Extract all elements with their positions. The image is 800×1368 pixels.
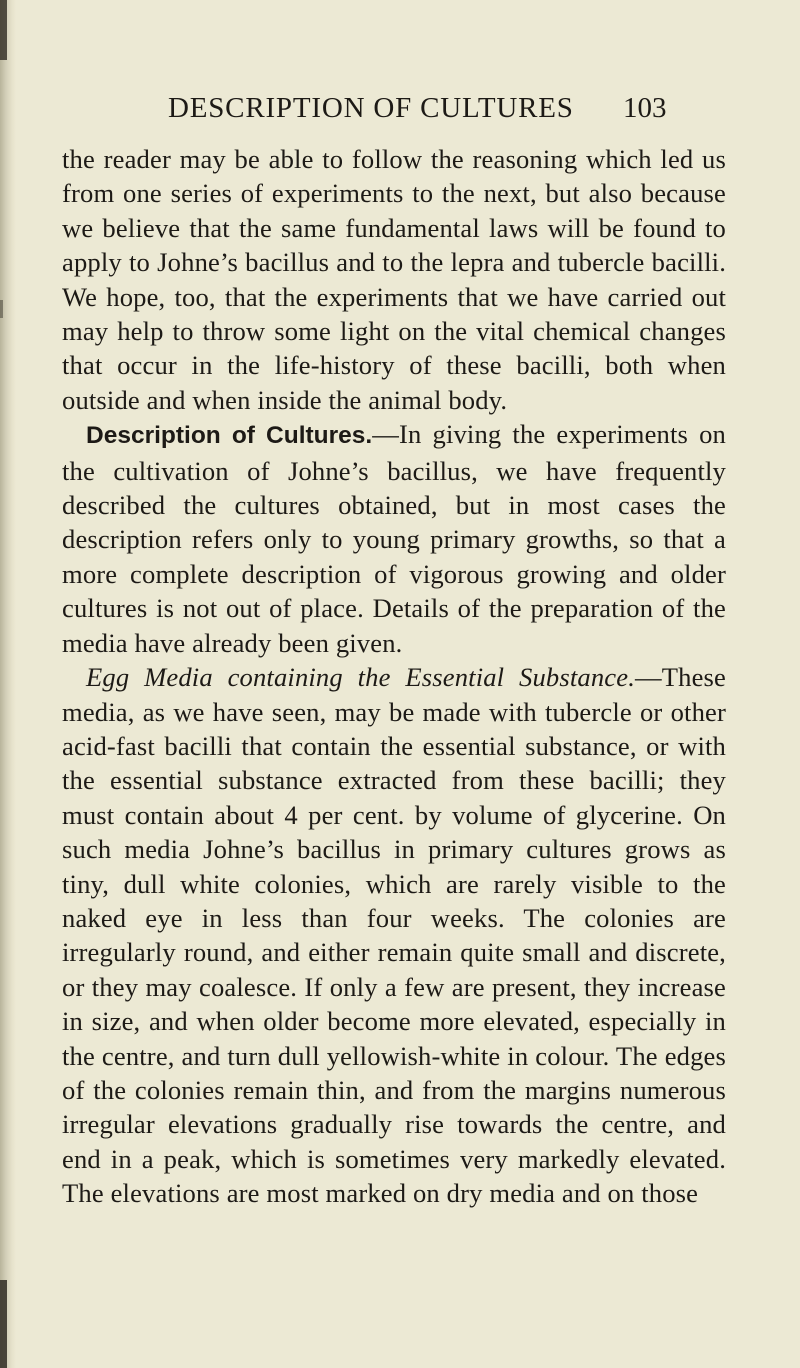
page-number: 103 — [623, 92, 667, 124]
binding-mark — [0, 1280, 7, 1368]
paragraph — [62, 417, 726, 660]
paragraph-text: —In giving the experiments on the cultivation of Johne’s bacillus, we have frequently described the cultures obtained, but in most cases the description refers only to young primary growths, so that a more complete description of vigorous growing and older cultures is not out of place. Details of the preparation of the media have already been given. — [62, 419, 726, 658]
binding-gutter — [0, 0, 16, 1368]
paragraph-text: the reader may be able to follow the reasoning which led us from one series of experiments to the next, but also because we believe that the same fundamental laws will be found to apply to Johne’s bacillus and to the lepra and tubercle bacilli. We hope, too, that the experiments that we have carried out may help to throw some light on the vital chemical changes that occur in the life-history of these bacilli, both when outside and when inside the animal body. — [62, 144, 726, 415]
running-head: DESCRIPTION OF CULTURES — [168, 92, 574, 124]
paragraph — [62, 142, 726, 417]
body-text — [62, 142, 726, 1211]
page-header — [0, 92, 800, 132]
paragraph — [62, 660, 726, 1211]
binding-mark — [0, 300, 3, 318]
subsection-heading: Egg Media containing the Essential Substance. — [86, 662, 635, 693]
binding-mark — [0, 0, 7, 60]
paragraph-text: —These media, as we have seen, may be made with tubercle or other acid-fast bacilli that contain the essential substance, or with the essential substance extracted from these bacilli; they must contain about 4 per cent. by volume of glycerine. On such media Johne’s bacillus in primary cultures grows as tiny, dull white colonies, which are rarely visible to the naked eye in less than four weeks. The colonies are irregularly round, and either remain quite small and discrete, or they may coalesce. If only a few are present, they increase in size, and when older become more elevated, especially in the centre, and turn dull yellowish-white in colour. The edges of the colonies remain thin, and from the margins numerous irregular elevations gradually rise towards the centre, and end in a peak, which is sometimes very markedly elevated. The elevations are most marked on dry media and on those — [62, 662, 726, 1209]
section-heading: Description of Cultures. — [86, 422, 373, 450]
